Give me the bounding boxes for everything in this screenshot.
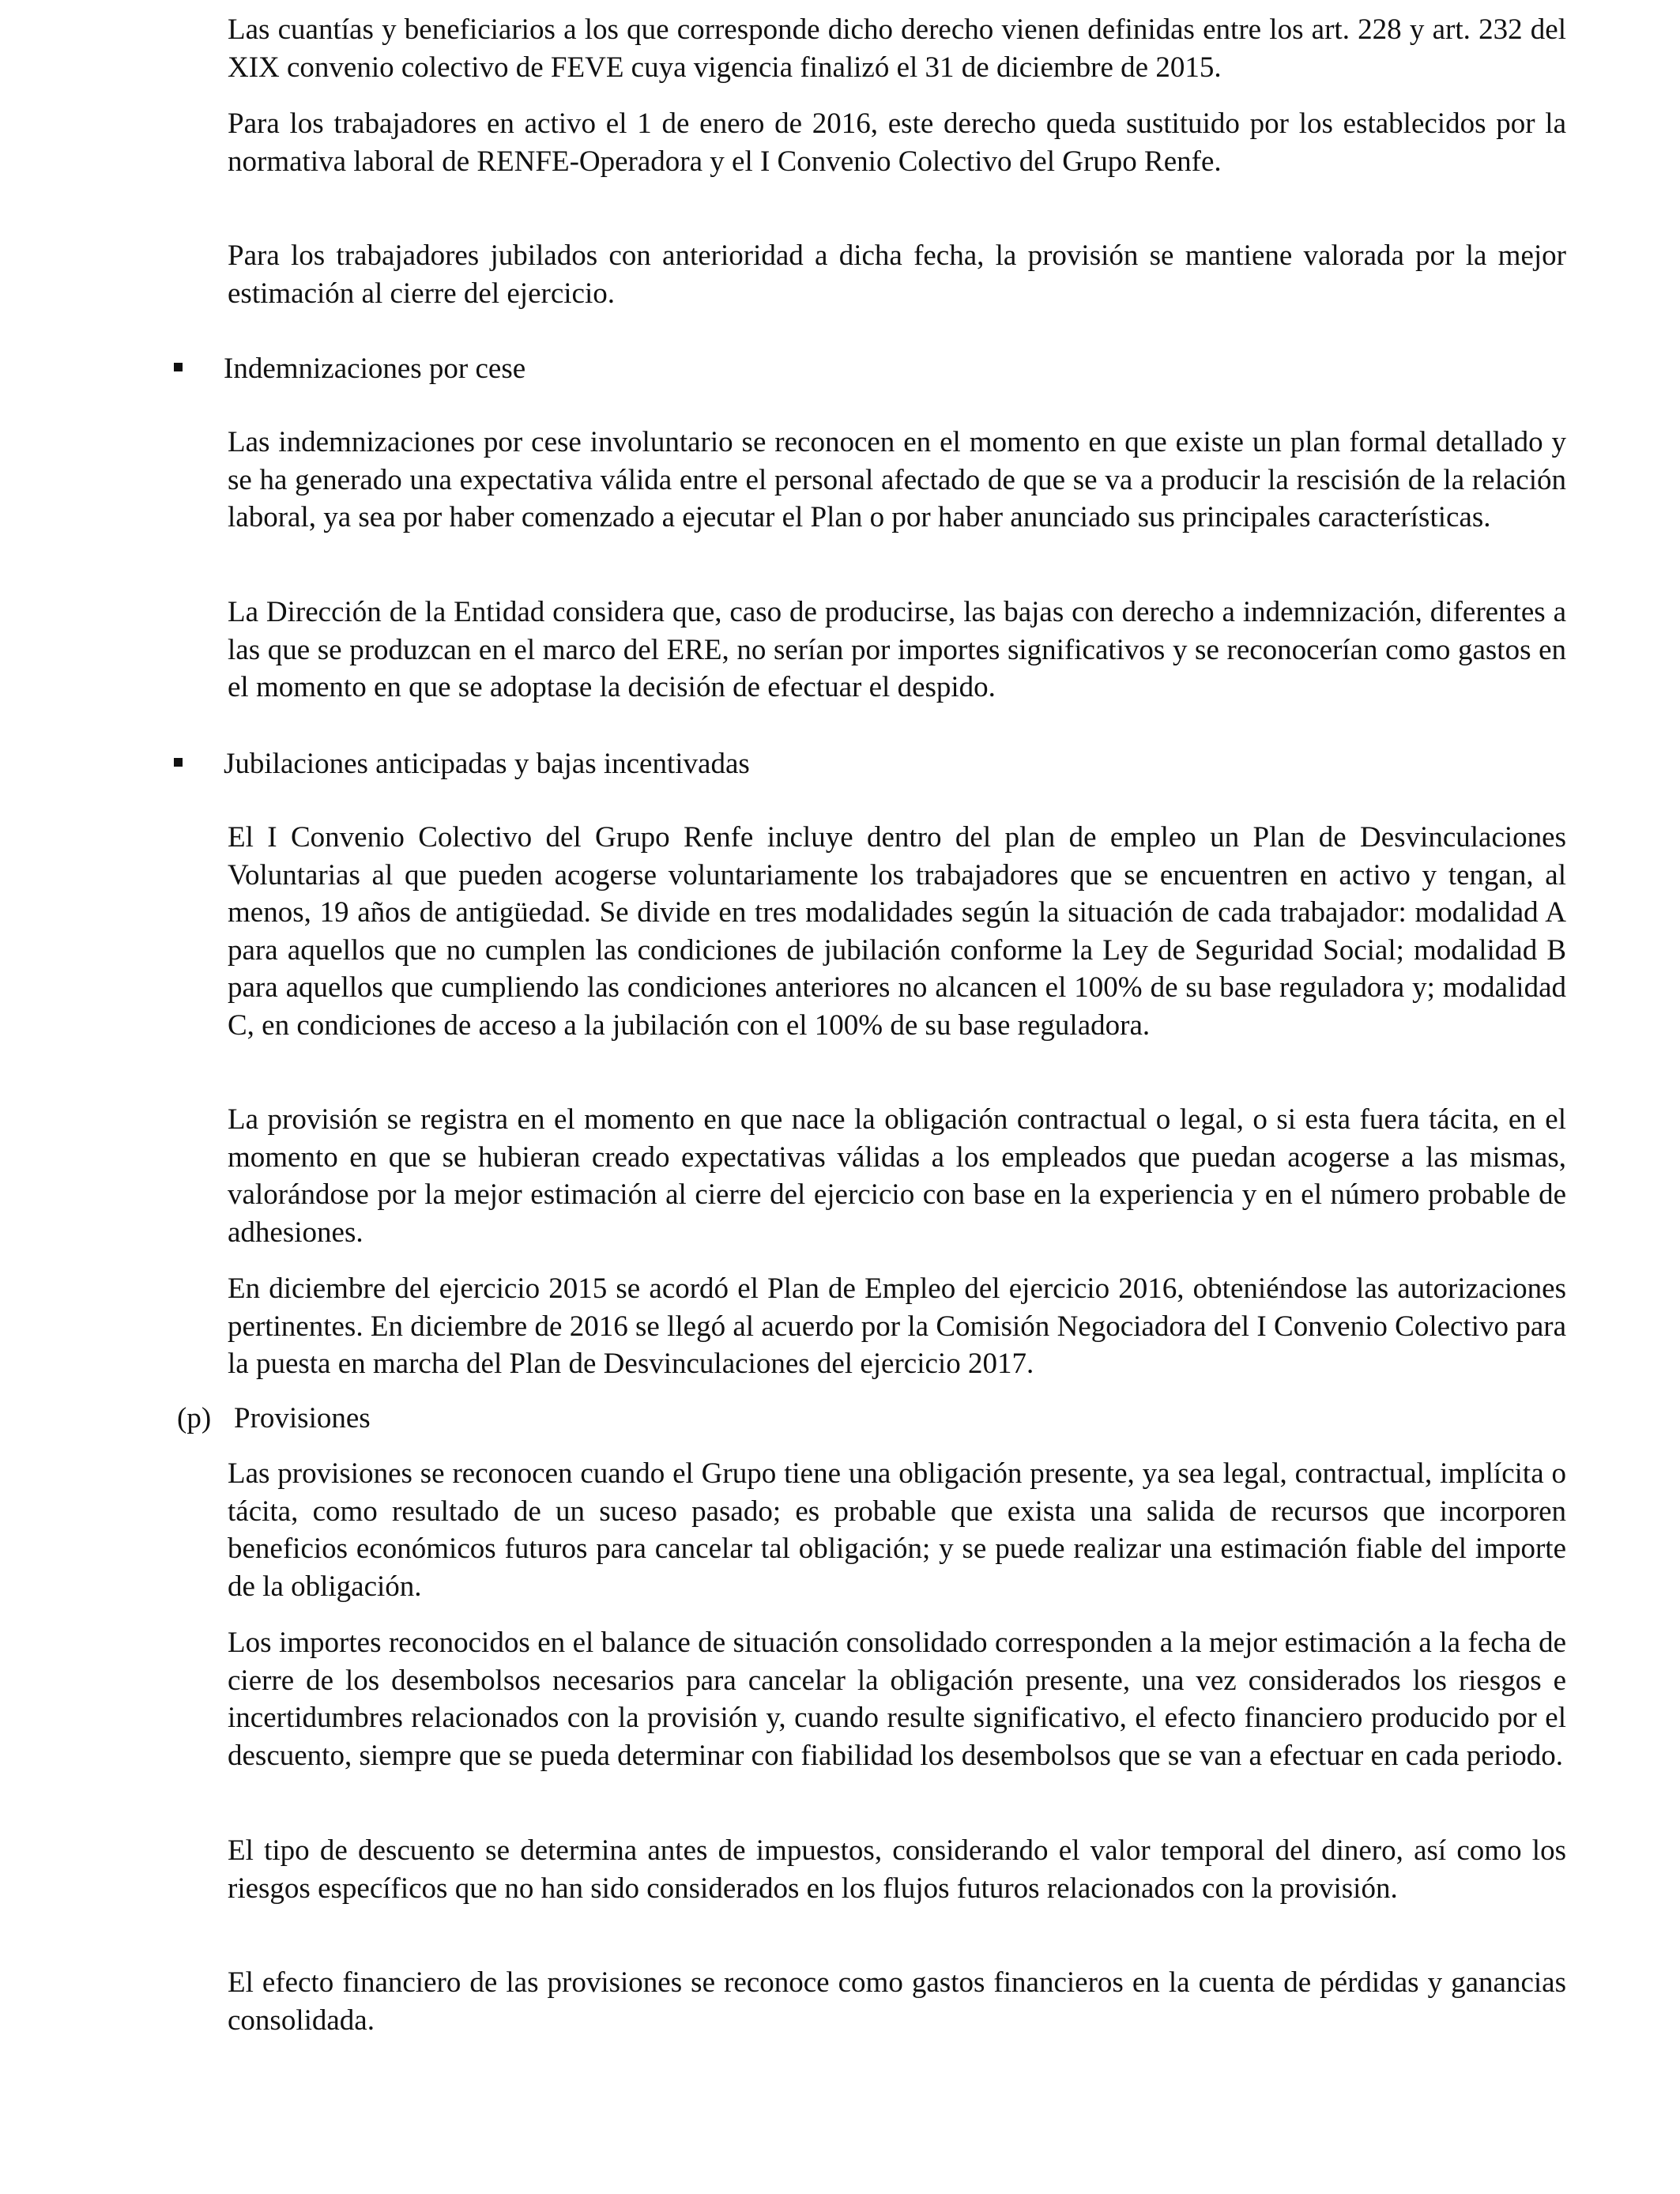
paragraph-cuantias: Las cuantías y beneficiarios a los que corresponde dicho derecho vienen definidas entre los art. 228 y art. 232 del XIX convenio colectivo de FEVE cuya vigencia finalizó el 31 de diciembre de 2015. [228, 13, 1566, 84]
paragraph-indemnizaciones-cese: Las indemnizaciones por cese involuntario se reconocen en el momento en que existe un plan formal detallado y se ha generado una expectativa válida entre el personal afectado de que se va a producir la rescisión de la relación laboral, ya sea por haber comenzado a ejecutar el Plan o por haber anunciado sus principales características. [228, 426, 1566, 533]
paragraph-provision-registro: La provisión se registra en el momento en que nace la obligación contractual o legal, o si esta fuera tácita, en el momento en que se hubieran creado expectativas válidas a los empleados que puedan acogerse a las mismas, valorándose por la mejor estimación al cierre del ejercicio con base en la experiencia y en el número probable de adhesiones. [228, 1103, 1566, 1249]
paragraph-importes-reconocidos: Los importes reconocidos en el balance de situación consolidado corresponden a la mejor estimación a la fecha de cierre de los desembolsos necesarios para cancelar la obligación presente, una vez considerados los riesgos e incertidumbres relacionados con la provisión y, cuando resulte significativo, el efecto financiero producido por el descuento, siempre que se pueda determinar con fiabilidad los desembolsos que se van a efectuar en cada periodo. [228, 1627, 1566, 1772]
section-heading-provisiones [177, 1400, 371, 1438]
paragraph-tipo-descuento: El tipo de descuento se determina antes de impuestos, considerando el valor temporal del dinero, así como los riesgos específicos que no han sido considerados en los flujos futuros relacionados con la provisión. [228, 1834, 1566, 1905]
bullet-heading-text: Indemnizaciones por cese [224, 352, 526, 385]
paragraph-trabajadores-activo: Para los trabajadores en activo el 1 de enero de 2016, este derecho queda sustituido por los establecidos por la normativa laboral de RENFE-Operadora y el I Convenio Colectivo del Grupo Renfe. [228, 107, 1566, 178]
paragraph-convenio-colectivo: El I Convenio Colectivo del Grupo Renfe incluye dentro del plan de empleo un Plan de Desvinculaciones Voluntarias al que pueden acogerse voluntariamente los trabajadores que se encuentren en activo y tengan, al menos, 19 años de antigüedad. Se divide en tres modalidades según la situación de cada trabajador: modalidad A para aquellos que no cumplen las condiciones de jubilación conforme la Ley de Seguridad Social; modalidad B para aquellos que cumpliendo las condiciones anteriores no alcancen el 100% de su base reguladora y; modalidad C, en condiciones de acceso a la jubilación con el 100% de su base reguladora. [228, 821, 1566, 1042]
section-heading-text: Provisiones [234, 1402, 371, 1434]
square-bullet-icon [174, 363, 183, 371]
bullet-heading-indemnizaciones [174, 350, 525, 388]
paragraph-efecto-financiero: El efecto financiero de las provisiones se reconoce como gastos financieros en la cuenta de pérdidas y ganancias consolidada. [228, 1966, 1566, 2037]
paragraph-provisiones-reconocen: Las provisiones se reconocen cuando el Grupo tiene una obligación presente, ya sea legal, contractual, implícita o tácita, como resultado de un suceso pasado; es probable que exista una salida de recursos que incorporen beneficios económicos futuros para cancelar tal obligación; y se puede realizar una estimación fiable del importe de la obligación. [228, 1457, 1566, 1603]
section-marker: (p) [177, 1402, 212, 1434]
paragraph-trabajadores-jubilados: Para los trabajadores jubilados con anterioridad a dicha fecha, la provisión se mantiene valorada por la mejor estimación al cierre del ejercicio. [228, 239, 1566, 310]
bullet-heading-jubilaciones [174, 745, 750, 783]
paragraph-direccion-entidad: La Dirección de la Entidad considera que, caso de producirse, las bajas con derecho a indemnización, diferentes a las que se produzcan en el marco del ERE, no serían por importes significativos y se reconocerían como gastos en el momento en que se adoptase la decisión de efectuar el despido. [228, 596, 1566, 703]
paragraph-plan-empleo: En diciembre del ejercicio 2015 se acordó el Plan de Empleo del ejercicio 2016, obteniéndose las autorizaciones pertinentes. En diciembre de 2016 se llegó al acuerdo por la Comisión Negociadora del I Convenio Colectivo para la puesta en marcha del Plan de Desvinculaciones del ejercicio 2017. [228, 1272, 1566, 1380]
bullet-heading-text: Jubilaciones anticipadas y bajas incentivadas [224, 748, 750, 780]
square-bullet-icon [174, 758, 183, 767]
